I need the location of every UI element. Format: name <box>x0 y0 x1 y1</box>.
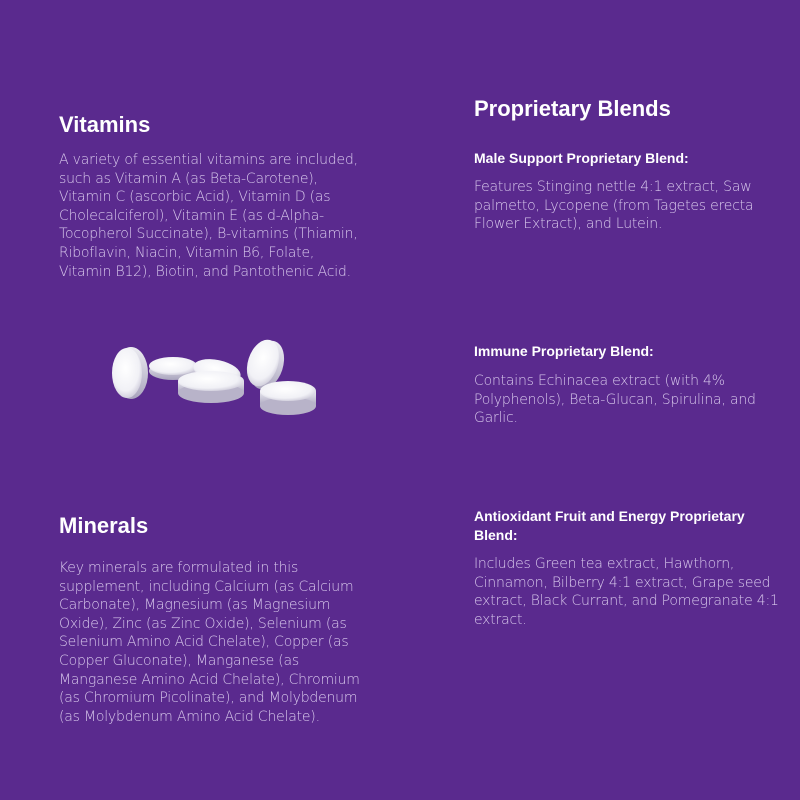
proprietary-blends-title: Proprietary Blends <box>474 96 671 121</box>
antioxidant-blend-title: Antioxidant Fruit and Energy Proprietary Blend: <box>474 508 745 543</box>
minerals-section <box>59 513 369 726</box>
vitamins-description: A variety of essential vitamins are included, such as Vitamin A (as Beta-Carotene), Vitamin C (ascorbic Acid), Vitamin D (as Cholecalciferol), Vitamin E (as d-Alpha-Tocopherol Succinate), B-vitamins (Thiamin, Riboflavin, Niacin, Vitamin B6, Folate, Vitamin B12), Biotin, and Pantothenic Acid. <box>59 152 358 280</box>
male-support-blend-title: Male Support Proprietary Blend: <box>474 150 689 166</box>
male-support-blend-description: Features Stinging nettle 4:1 extract, Saw palmetto, Lycopene (from Tagetes erecta Flower Extract), and Lutein. <box>474 179 754 233</box>
white-tablets-pills-image <box>105 335 325 420</box>
antioxidant-blend-description: Includes Green tea extract, Hawthorn, Cinnamon, Bilberry 4:1 extract, Grape seed extract, Black Currant, and Pomegranate 4:1 extract. <box>474 556 779 628</box>
vitamins-section <box>59 112 369 281</box>
tablet-left <box>112 347 148 399</box>
male-support-blend <box>474 149 779 234</box>
antioxidant-blend <box>474 507 779 629</box>
vitamins-title: Vitamins <box>59 112 151 137</box>
immune-blend-title: Immune Proprietary Blend: <box>474 343 654 359</box>
tablet-right-front <box>260 381 316 415</box>
immune-blend <box>474 342 779 428</box>
proprietary-blends-header <box>474 96 671 122</box>
minerals-description: Key minerals are formulated in this supplement, including Calcium (as Calcium Carbonate), Magnesium (as Magnesium Oxide), Zinc (as Zinc Oxide), Selenium (as Selenium Amino Acid Chelate), Copper (as Copper Gluconate), Manganese (as Manganese Amino Acid Chelate), Chromium (as Chromium Picolinate), and Molybdenum (as Molybdenum Amino Acid Chelate). <box>59 560 360 725</box>
tablet-middle-front <box>178 371 244 403</box>
minerals-title: Minerals <box>59 513 149 538</box>
immune-blend-description: Contains Echinacea extract (with 4% Polyphenols), Beta-Glucan, Spirulina, and Garlic. <box>474 373 756 427</box>
